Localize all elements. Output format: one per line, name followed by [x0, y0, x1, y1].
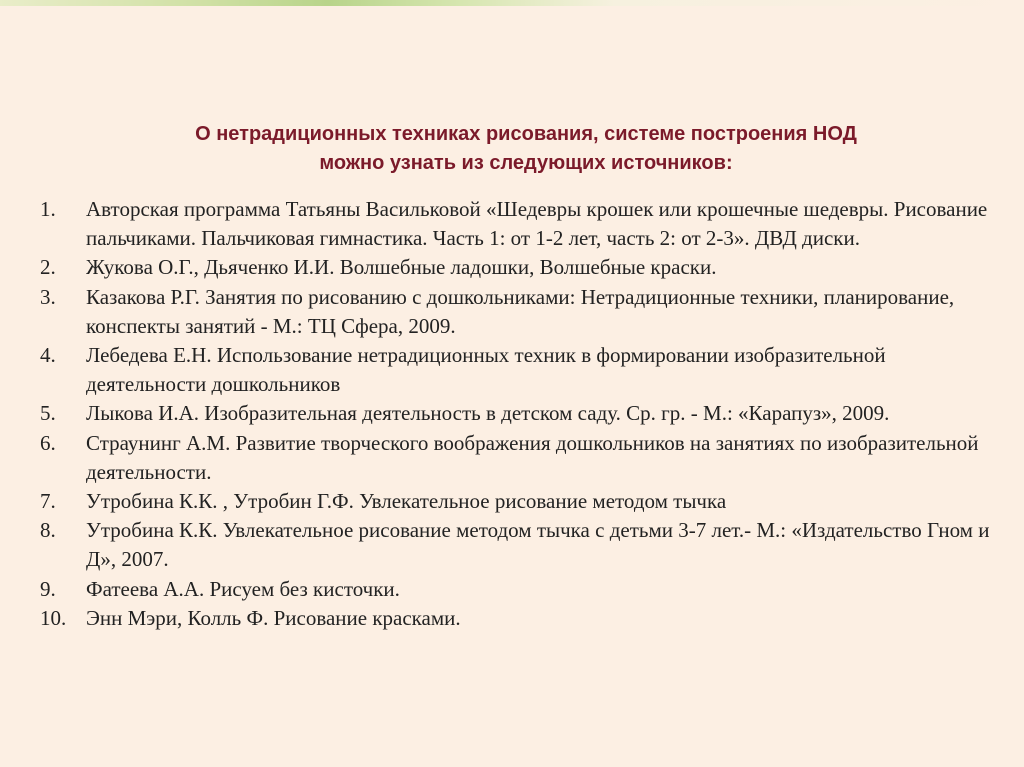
source-text: Жукова О.Г., Дьяченко И.И. Волшебные ладошки, Волшебные краски.: [86, 255, 717, 280]
source-text: Лебедева Е.Н. Использование нетрадиционных техник в формировании изобразительной деятельности дошкольников: [86, 343, 886, 397]
source-number: 1.: [40, 197, 56, 221]
title-line-2: можно узнать из следующих источников:: [319, 152, 733, 174]
source-item: [40, 253, 1000, 282]
source-text: Фатеева А.А. Рисуем без кисточки.: [86, 576, 400, 601]
source-item: [40, 283, 1000, 341]
source-item: [40, 429, 1000, 487]
source-text: Авторская программа Татьяны Васильковой «Шедевры крошек или крошечные шедевры. Рисование пальчиками. Пальчиковая гимнастика. Часть 1: от 1-2 лет, часть 2: от 2-3». ДВД диски.: [86, 197, 988, 251]
source-text: Энн Мэри, Колль Ф. Рисование красками.: [86, 605, 461, 630]
source-item: [40, 516, 1000, 574]
source-item: [40, 604, 1000, 633]
source-item: [40, 341, 1000, 399]
source-number: 7.: [40, 489, 56, 514]
source-text: Утробина К.К. , Утробин Г.Ф. Увлекательное рисование методом тычка: [86, 489, 727, 514]
source-number: 4.: [40, 343, 56, 368]
source-number: 8.: [40, 518, 56, 543]
source-number: 5.: [40, 401, 56, 426]
source-item: [40, 575, 1000, 604]
source-text: Страунинг А.М. Развитие творческого воображения дошкольников на занятиях по изобразительной деятельности.: [86, 430, 979, 484]
decorative-top-strip: [0, 0, 1024, 6]
source-text: Лыкова И.А. Изобразительная деятельность в детском саду. Ср. гр. - М.: «Карапуз», 2009.: [86, 401, 890, 426]
source-item: [40, 195, 1000, 253]
source-text: Казакова Р.Г. Занятия по рисованию с дошкольниками: Нетрадиционные техники, планирование, конспекты занятий - М.: ТЦ Сфера, 2009.: [86, 284, 955, 338]
sources-list: [40, 195, 1000, 633]
source-number: 9.: [40, 576, 56, 601]
source-number: 6.: [40, 430, 56, 455]
title-line-1: О нетрадиционных техниках рисования, системе построения НОД: [195, 123, 857, 145]
source-number: 10.: [40, 605, 67, 630]
source-item: [40, 399, 1000, 428]
source-number: 2.: [40, 255, 56, 280]
slide-title: [96, 120, 956, 178]
source-number: 3.: [40, 284, 56, 309]
source-text: Утробина К.К. Увлекательное рисование методом тычка с детьми 3-7 лет.- М.: «Издательство Гном и Д», 2007.: [86, 518, 990, 572]
source-item: [40, 487, 1000, 516]
